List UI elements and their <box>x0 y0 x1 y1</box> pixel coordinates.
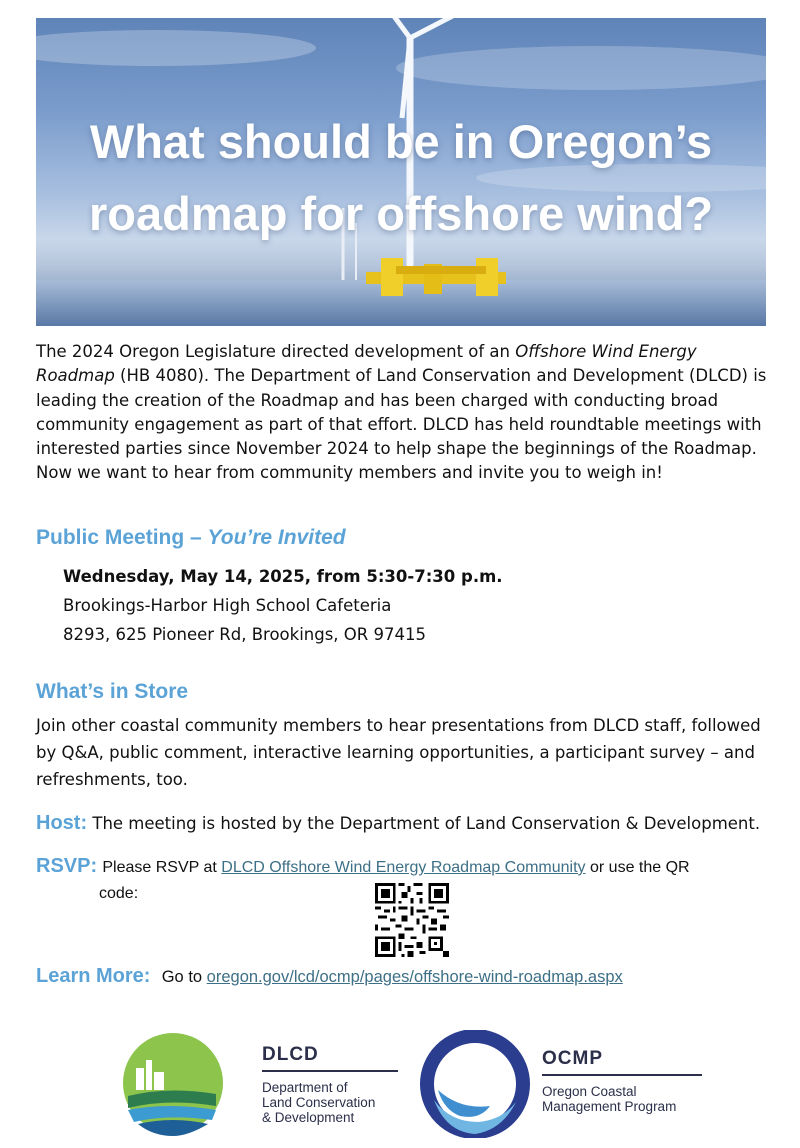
intro-text-2: (HB 4080). The Department of Land Conservation and Development (DLCD) is leading the creation of the Roadmap and has been charged with conducting broad community engagement as part of that effort. DLCD has held roundtable meetings with interested parties since November 2024 to help shape the beginnings of the Roadmap. Now we want to hear from community members and invite you to weigh in! <box>36 366 767 483</box>
ocmp-wordmark <box>542 1048 676 1114</box>
whats-in-store-heading: What’s in Store <box>36 680 189 703</box>
public-meeting-heading-text: Public Meeting – <box>36 526 208 549</box>
rsvp-row <box>36 855 690 878</box>
hero-title-line-1: What should be in Oregon’s <box>89 115 713 168</box>
intro-text-1: The 2024 Oregon Legislature directed development of an <box>36 342 516 361</box>
rsvp-text-qr: or use the QR <box>585 859 690 876</box>
dlcd-logo-icon <box>108 1028 248 1138</box>
meeting-address: 8293, 625 Pioneer Rd, Brookings, OR 97415 <box>63 625 426 644</box>
dlcd-wordmark <box>262 1044 375 1125</box>
dlcd-name-line-3: & Development <box>262 1110 355 1125</box>
learn-more-link[interactable]: oregon.gov/lcd/ocmp/pages/offshore-wind-roadmap.aspx <box>206 968 623 986</box>
ocmp-abbr: OCMP <box>542 1048 603 1069</box>
public-meeting-heading-italic: You’re Invited <box>207 526 346 549</box>
hero-banner <box>36 18 766 326</box>
intro-paragraph <box>36 340 768 486</box>
intro-roadmap-title: Offshore Wind Energy Roadmap <box>36 342 697 386</box>
meeting-date: Wednesday, May 14, 2025, from 5:30-7:30 p.m. <box>63 567 503 586</box>
rsvp-label: RSVP: <box>36 855 98 877</box>
host-label: Host: <box>36 812 88 834</box>
learn-more-row <box>36 965 623 988</box>
rsvp-link[interactable]: DLCD Offshore Wind Energy Roadmap Community <box>221 859 586 876</box>
learn-more-label: Learn More: <box>36 965 151 987</box>
rsvp-text: Please RSVP at <box>102 859 222 876</box>
hero-title-line-2: roadmap for offshore wind? <box>88 187 714 240</box>
learn-more-text: Go to <box>161 968 207 986</box>
rsvp-code-label: code: <box>99 885 139 902</box>
qr-code-icon[interactable] <box>375 883 449 957</box>
hero-title <box>36 106 766 250</box>
host-row <box>36 812 760 835</box>
ocmp-logo-icon <box>420 1030 530 1138</box>
host-text: The meeting is hosted by the Department of Land Conservation & Development. <box>92 814 761 833</box>
dlcd-name-line-1: Department of <box>262 1080 348 1095</box>
dlcd-name-line-2: Land Conservation <box>262 1095 376 1110</box>
meeting-details <box>63 562 503 649</box>
meeting-place: Brookings-Harbor High School Cafeteria <box>63 596 392 615</box>
dlcd-abbr: DLCD <box>262 1044 319 1065</box>
ocmp-name-line-1: Oregon Coastal <box>542 1084 637 1099</box>
public-meeting-heading <box>36 526 346 550</box>
ocmp-name-line-2: Management Program <box>542 1099 677 1114</box>
whats-in-store-text: Join other coastal community members to hear presentations from DLCD staff, followed by Q&A, public comment, interactive learning opportunities, a participant survey – and refreshments, too. <box>36 716 761 789</box>
